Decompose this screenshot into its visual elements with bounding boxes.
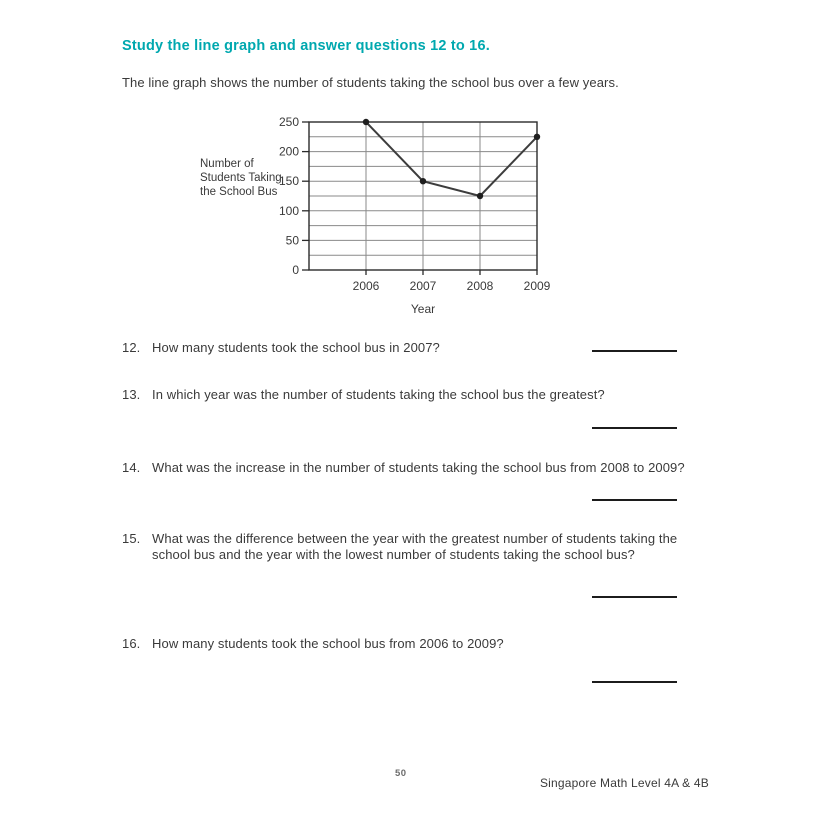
- book-title: Singapore Math Level 4A & 4B: [539, 776, 709, 790]
- answer-line-q12: [592, 350, 677, 352]
- svg-text:200: 200: [278, 144, 299, 159]
- y-axis-label-line3: the School Bus: [200, 186, 278, 198]
- question-13-text: In which year was the number of students taking the school bus the greatest?: [152, 387, 605, 402]
- question-14-text: What was the increase in the number of students taking the school bus from 2008 to 2009?: [152, 460, 685, 475]
- question-15-number: 15.: [122, 531, 141, 546]
- line-chart: [190, 108, 570, 318]
- question-15: [122, 531, 708, 562]
- answer-line-q16: [592, 681, 677, 683]
- svg-text:2008: 2008: [466, 279, 494, 293]
- question-16-number: 16.: [122, 636, 141, 651]
- y-axis-label-line2: Students Taking: [200, 172, 282, 184]
- question-16-text: How many students took the school bus from 2006 to 2009?: [152, 636, 504, 651]
- svg-text:50: 50: [285, 233, 299, 248]
- question-15-text: What was the difference between the year with the greatest number of students taking the school bus and the year with the lowest number of students taking the school bus?: [152, 531, 678, 562]
- svg-text:Year: Year: [410, 302, 436, 316]
- svg-text:2009: 2009: [523, 279, 551, 293]
- question-12-text: How many students took the school bus in 2007?: [152, 340, 440, 355]
- question-16: [122, 636, 504, 652]
- svg-text:0: 0: [292, 263, 299, 277]
- svg-text:250: 250: [278, 115, 299, 129]
- y-axis-label-line1: Number of: [200, 158, 254, 170]
- question-12: [122, 340, 440, 356]
- question-13-number: 13.: [122, 387, 141, 402]
- svg-text:100: 100: [278, 203, 299, 218]
- intro-text: The line graph shows the number of students taking the school bus over a few years.: [122, 75, 619, 90]
- answer-line-q14: [592, 499, 677, 501]
- section-instruction: Study the line graph and answer questions 12 to 16.: [122, 38, 490, 54]
- question-14-number: 14.: [122, 460, 141, 475]
- answer-line-q13: [592, 427, 677, 429]
- answer-line-q15: [592, 596, 677, 598]
- page-number: 50: [395, 768, 407, 779]
- svg-text:2006: 2006: [352, 279, 380, 293]
- question-13: [122, 387, 605, 403]
- svg-text:150: 150: [278, 174, 299, 189]
- question-12-number: 12.: [122, 340, 141, 355]
- question-14: [122, 460, 685, 476]
- svg-text:2007: 2007: [409, 279, 437, 293]
